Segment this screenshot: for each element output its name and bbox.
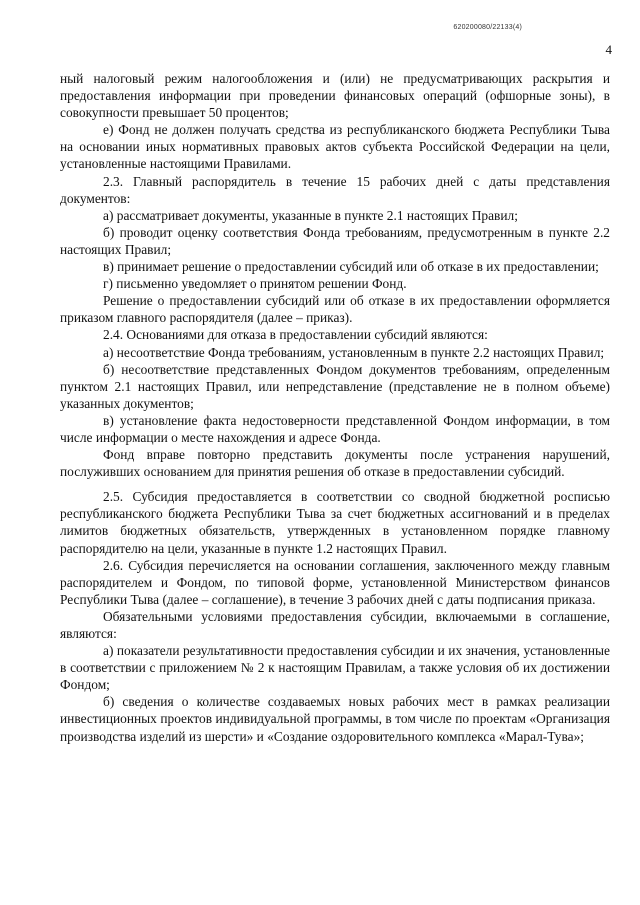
paragraph: е) Фонд не должен получать средства из республиканского бюджета Республики Тыва на основании иных нормативных правовых актов субъекта Российской Федерации на цели, установленные настоящими Правилами.: [60, 122, 610, 172]
document-body: [60, 70, 610, 745]
document-code: 620200080/22133(4): [453, 24, 522, 31]
paragraph: 2.6. Субсидия перечисляется на основании соглашения, заключенного между главным распорядителем и Фондом, по типовой форме, установленной Министерством финансов Республики Тыва (далее – соглашение), в течение 3 рабочих дней с даты подписания приказа.: [60, 557, 610, 607]
paragraph: г) письменно уведомляет о принятом решении Фонд.: [103, 276, 407, 292]
paragraph: в) принимает решение о предоставлении субсидий или об отказе в их предоставлении;: [103, 259, 599, 275]
paragraph: 2.4. Основаниями для отказа в предоставлении субсидий являются:: [103, 327, 488, 343]
paragraph: б) проводит оценку соответствия Фонда требованиям, предусмотренным в пункте 2.2 настоящих Правил;: [60, 224, 610, 257]
paragraph: Обязательными условиями предоставления субсидии, включаемыми в соглашение, являются:: [60, 608, 610, 641]
paragraph: б) сведения о количестве создаваемых новых рабочих мест в рамках реализации инвестиционных проектов индивидуальной программы, в том числе по проектам «Организация производства изделий из шерсти» и «Создание оздоровительного комплекса «Марал-Тува»;: [60, 694, 610, 744]
paragraph: 2.3. Главный распорядитель в течение 15 рабочих дней с даты представления документов:: [60, 173, 610, 206]
page-number: 4: [605, 42, 612, 57]
paragraph: Решение о предоставлении субсидий или об отказе в их предоставлении оформляется приказом главного распорядителя (далее – приказ).: [60, 293, 610, 326]
paragraph: а) показатели результативности предоставления субсидии и их значения, установленные в соответствии с приложением № 2 к настоящим Правилам, а также условия об их достижении Фондом;: [60, 643, 610, 693]
paragraph: в) установление факта недостоверности представленной Фондом информации, в том числе информации о месте нахождения и адресе Фонда.: [60, 412, 610, 445]
paragraph: ный налоговый режим налогообложения и (или) не предусматривающих раскрытия и предоставления информации при проведении финансовых операций (офшорные зоны), в совокупности превышает 50 процентов;: [60, 71, 610, 121]
paragraph: Фонд вправе повторно представить документы после устранения нарушений, послуживших основанием для принятия решения об отказе в предоставлении субсидий.: [60, 447, 610, 480]
paragraph: а) рассматривает документы, указанные в пункте 2.1 настоящих Правил;: [103, 207, 518, 223]
paragraph: 2.5. Субсидия предоставляется в соответствии со сводной бюджетной росписью республиканского бюджета Республики Тыва за счет бюджетных ассигнований и в пределах лимитов бюджетных обязательств, утвержденных в установленном порядке главному распорядителю на цели, указанные в пункте 1.2 настоящих Правил.: [60, 489, 610, 556]
paragraph: а) несоответствие Фонда требованиям, установленным в пункте 2.2 настоящих Правил;: [103, 344, 605, 360]
paragraph: б) несоответствие представленных Фондом документов требованиям, определенным пунктом 2.1 настоящих Правил, или непредставление (представление не в полном объеме) указанных документов;: [60, 361, 610, 411]
